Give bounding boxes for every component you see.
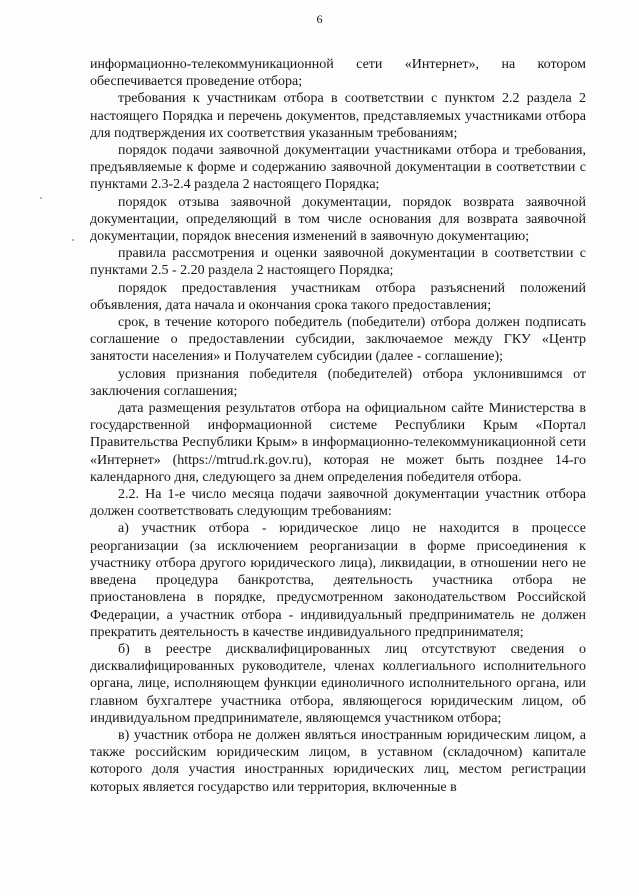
scan-speck (72, 239, 74, 241)
paragraph-agreement-deadline: срок, в течение которого победитель (победители) отбора должен подписать соглашение о предоставлении субсидии, заключаемое между ГКУ «Центр занятости населения» и Получателем субсидии (далее - соглашение); (90, 315, 586, 365)
paragraph-clarifications: порядок предоставления участникам отбора разъяснений положений объявления, дата начала и окончания срока такого предоставления; (90, 280, 586, 313)
paragraph-participant-requirements: требования к участникам отбора в соответствии с пунктом 2.2 раздела 2 настоящего Порядка и перечень документов, представляемых участниками отбора для подтверждения их соответствия указанным требованиям; (90, 91, 586, 141)
paragraph-submission-procedure: порядок подачи заявочной документации участниками отбора и требования, предъявляемые к форме и содержанию заявочной документации в соответствии с пунктами 2.3-2.4 раздела 2 настоящего Порядка; (90, 143, 586, 193)
paragraph-item-a: а) участник отбора - юридическое лицо не находится в процессе реорганизации (за исключением реорганизации в форме присоединения к участнику отбора другого юридического лица), ликвидации, в отношении него не введена процедура банкротства, деятельность участника отбора не приостановлена в порядке, предусмотренном законодательством Российской Федерации, а участник отбора - индивидуальный предприниматель не должен прекратить деятельность в качестве индивидуального предпринимателя; (90, 521, 586, 640)
document-body (90, 56, 586, 796)
paragraph-results-publication: дата размещения результатов отбора на официальном сайте Министерства в государственной информационной системе Республики Крым «Портал Правительства Республики Крым» в информационно-телекоммуникационной сети «Интернет» (https://mtrud.rk.gov.ru), которая не может быть позднее 14-го календарного дня, следующего за днем определения победителя отбора. (90, 401, 586, 485)
paragraph-site-info: информационно-телекоммуникационной сети «Интернет», на котором обеспечивается проведение отбора; (90, 57, 586, 90)
paragraph-section-2-2: 2.2. На 1-е число месяца подачи заявочной документации участник отбора должен соответствовать следующим требованиям: (90, 487, 586, 520)
page-number: 6 (316, 12, 323, 26)
paragraph-evasion-conditions: условия признания победителя (победителей) отбора уклонившимся от заключения соглашения; (90, 366, 586, 399)
paragraph-item-b: б) в реестре дисквалифицированных лиц отсутствуют сведения о дисквалифицированных руководителе, членах коллегиального исполнительного органа, лице, исполняющем функции единоличного исполнительного органа, или главном бухгалтере участника отбора, являющегося юридическим лицом, об индивидуальном предпринимателе, являющемся участником отбора; (90, 641, 586, 726)
paragraph-item-v: в) участник отбора не должен являться иностранным юридическим лицом, а также российским юридическим лицом, в уставном (складочном) капитале которого доля участия иностранных юридических лиц, местом регистрации которых является государство или территория, включенные в (90, 727, 586, 795)
scan-speck (40, 197, 42, 199)
paragraph-withdrawal-procedure: порядок отзыва заявочной документации, порядок возврата заявочной документации, определяющий в том числе основания для возврата заявочной документации, порядок внесения изменений в заявочную документацию; (90, 194, 586, 245)
paragraph-review-rules: правила рассмотрения и оценки заявочной документации в соответствии с пунктами 2.5 - 2.20 раздела 2 настоящего Порядка; (90, 246, 586, 279)
